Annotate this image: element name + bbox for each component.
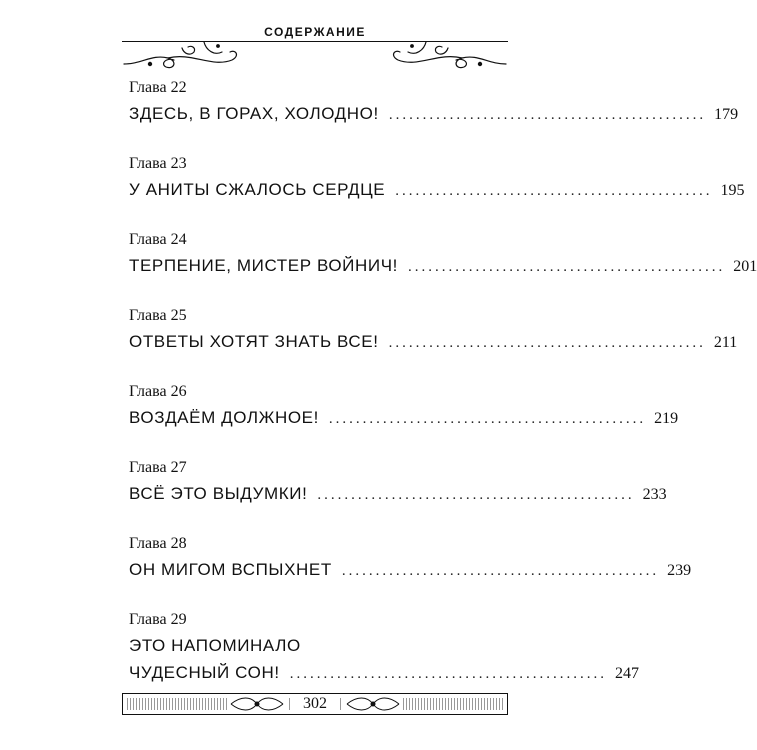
- dot-leader: ...............................................: [407, 259, 726, 275]
- page-number: 219: [654, 410, 679, 427]
- toc-title-row: [129, 559, 692, 582]
- toc-title-row: [129, 483, 667, 506]
- page-number: 201: [733, 258, 757, 275]
- chapter-label: Глава 27: [129, 459, 187, 476]
- chapter-label: Глава 28: [129, 535, 187, 552]
- toc-entry[interactable]: [129, 382, 679, 430]
- toc-entry[interactable]: [129, 306, 738, 354]
- chapter-title: ВСЁ ЭТО ВЫДУМКИ!: [129, 484, 308, 503]
- page-number: 233: [642, 486, 667, 503]
- header-title: СОДЕРЖАНИЕ: [264, 25, 366, 39]
- flourish-ornament-icon: [122, 42, 508, 74]
- toc-title-row: [129, 103, 739, 126]
- ornament-icon: [343, 695, 403, 713]
- chapter-title-line: ЭТО НАПОМИНАЛО: [129, 636, 301, 655]
- dot-leader: ...............................................: [317, 487, 635, 503]
- toc-title-row: [129, 179, 745, 202]
- page-number: 195: [720, 182, 745, 199]
- chapter-label: Глава 26: [129, 383, 187, 400]
- toc-title-row: [129, 255, 757, 278]
- chapter-title: У АНИТЫ СЖАЛОСЬ СЕРДЦЕ: [129, 180, 386, 199]
- dot-leader: ...............................................: [395, 183, 713, 199]
- chapter-label: Глава 23: [129, 155, 187, 172]
- toc-entry[interactable]: [129, 534, 692, 582]
- toc-title-row: [129, 407, 679, 430]
- chapter-title: ОТВЕТЫ ХОТЯТ ЗНАТЬ ВСЕ!: [129, 332, 379, 351]
- toc-title-row: [129, 331, 738, 354]
- chapter-label: Глава 24: [129, 231, 187, 248]
- chapter-title: ТЕРПЕНИЕ, МИСТЕР ВОЙНИЧ!: [129, 256, 398, 275]
- toc-entry[interactable]: [129, 78, 739, 126]
- page-header: [122, 22, 508, 74]
- ornament-icon: [227, 695, 287, 713]
- dot-leader: ...............................................: [289, 666, 607, 682]
- chapter-label: Глава 29: [129, 611, 187, 628]
- chapter-title: ОН МИГОМ ВСПЫХНЕТ: [129, 560, 332, 579]
- page-number: 179: [714, 106, 739, 123]
- dot-leader: ...............................................: [328, 411, 647, 427]
- dot-leader: ...............................................: [341, 563, 660, 579]
- chapter-title: ЗДЕСЬ, В ГОРАХ, ХОЛОДНО!: [129, 104, 379, 123]
- page-footer: [122, 693, 508, 715]
- toc-entry[interactable]: [129, 610, 639, 685]
- page-number: 211: [713, 334, 738, 351]
- toc-title-row: [129, 662, 639, 685]
- chapter-label: Глава 25: [129, 307, 187, 324]
- chapter-label: Глава 22: [129, 79, 187, 96]
- toc-entry[interactable]: [129, 154, 745, 202]
- chapter-title: ЧУДЕСНЫЙ СОН!: [129, 663, 280, 682]
- chapter-title: ВОЗДАЁМ ДОЛЖНОЕ!: [129, 408, 319, 427]
- dot-leader: ...............................................: [388, 107, 707, 123]
- toc-entry[interactable]: [129, 458, 667, 506]
- page-number: 239: [667, 562, 692, 579]
- dot-leader: ...............................................: [388, 335, 706, 351]
- page-number: 247: [614, 665, 639, 682]
- footer-page-number: 302: [291, 695, 339, 713]
- toc-entry[interactable]: [129, 230, 757, 278]
